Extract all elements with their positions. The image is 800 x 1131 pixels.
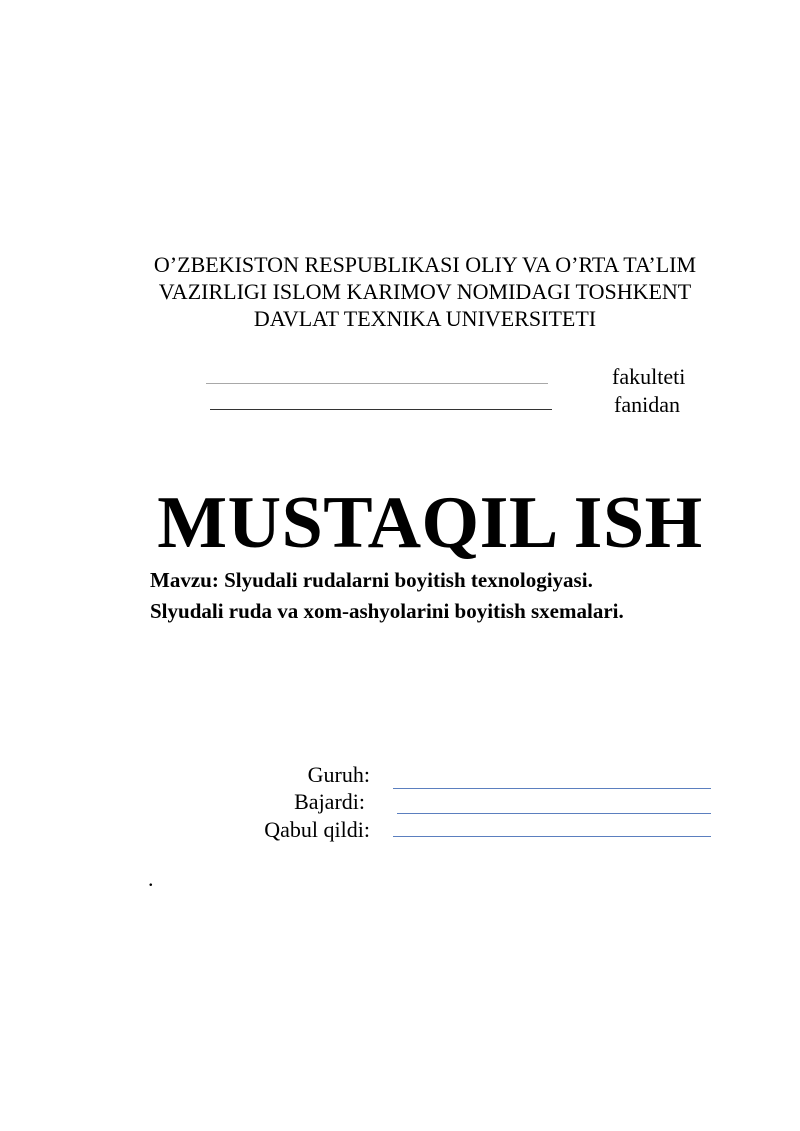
group-label: Guruh: [307,762,370,787]
subject-blank-line [210,409,552,410]
group-blank-line [393,788,711,789]
institution-line-1: O’ZBEKISTON RESPUBLIKASI OLIY VA O’RTA TA’LIM [153,252,697,277]
institution-line-3: DAVLAT TEXNIKA UNIVERSITETI [253,306,597,331]
footer-dot: . [148,866,154,891]
topic-line-1: Mavzu: Slyudali rudalarni boyitish texnologiyasi. [150,568,593,592]
accepted-blank-line [393,836,711,837]
document-title: MUSTAQIL ISH [157,482,703,564]
done-by-blank-line [397,813,711,814]
faculty-label: fakulteti [612,364,686,389]
topic-block [150,565,624,627]
faculty-blank-line [206,383,548,384]
subject-label: fanidan [614,392,680,417]
accepted-label: Qabul qildi: [264,817,370,842]
topic-line-2: Slyudali ruda va xom-ashyolarini boyitish sxemalari. [150,599,624,623]
institution-header [100,251,750,332]
done-by-label: Bajardi: [294,789,365,814]
institution-line-2: VAZIRLIGI ISLOM KARIMOV NOMIDAGI TOSHKENT [158,279,692,304]
